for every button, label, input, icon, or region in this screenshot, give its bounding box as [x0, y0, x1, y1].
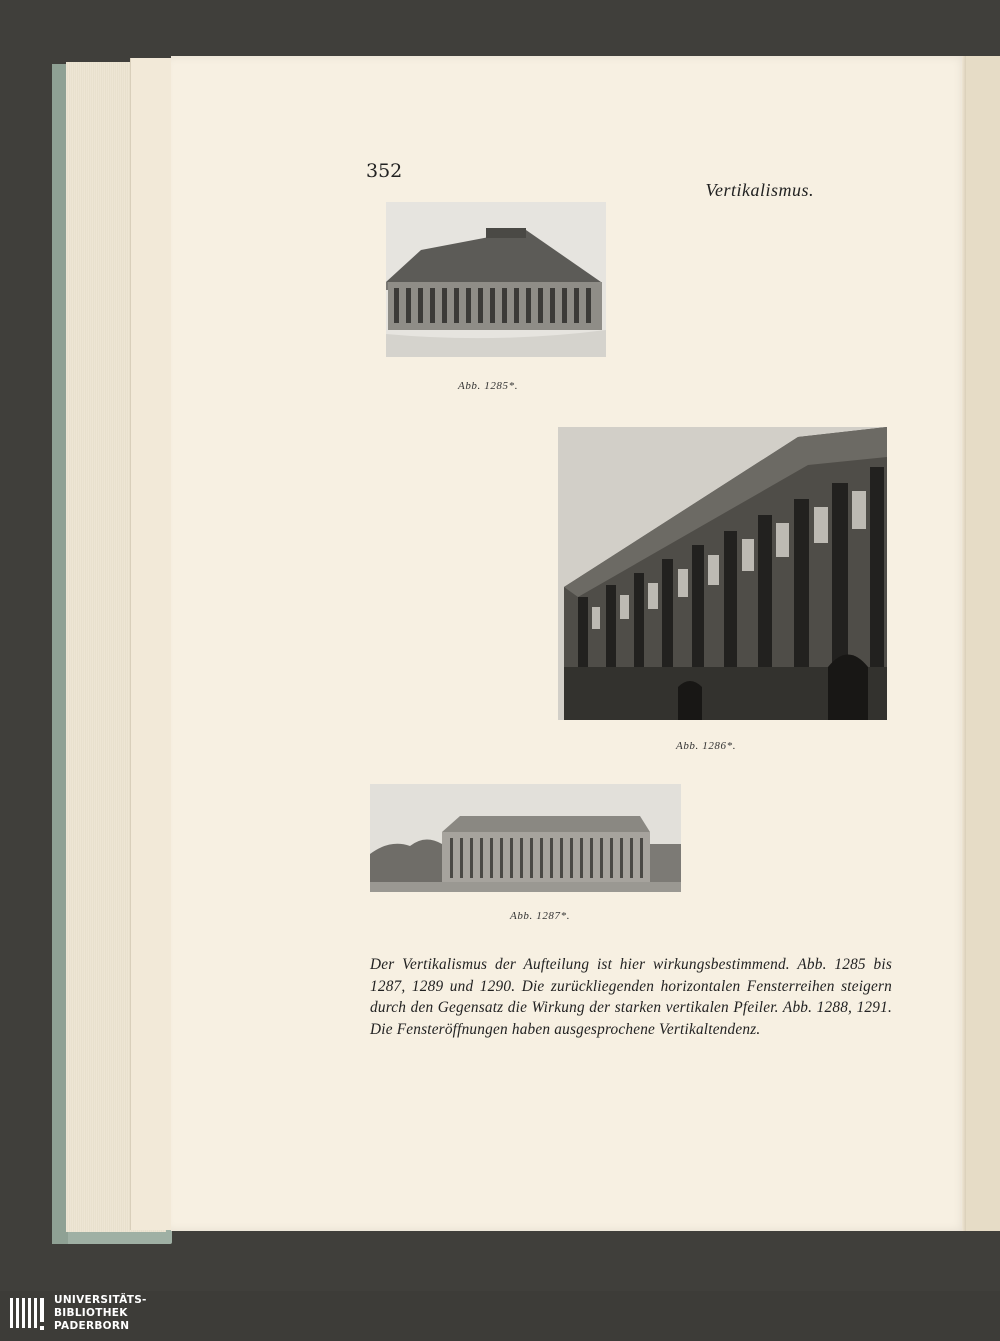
running-head: Vertikalismus. [705, 180, 814, 200]
logo-line-2: BIBLIOTHEK [54, 1307, 128, 1319]
figure-1285-caption: Abb. 1285*. [458, 380, 519, 392]
facing-page [966, 56, 1000, 1231]
library-logo-text [54, 1294, 147, 1333]
page-stack-inner [130, 58, 175, 1230]
figure-1287-caption: Abb. 1287*. [510, 910, 571, 922]
figure-1286-image [558, 427, 887, 720]
figure-1286-caption: Abb. 1286*. [676, 740, 737, 752]
figure-1285-image [386, 202, 606, 357]
page-number: 352 [366, 160, 403, 182]
logo-line-1: UNIVERSITÄTS- [54, 1294, 147, 1306]
footer-bar [0, 1291, 1000, 1341]
facade-illustration [558, 427, 887, 720]
library-logo-icon [10, 1294, 46, 1338]
building-illustration-2 [370, 784, 681, 892]
logo-line-3: PADERBORN [54, 1320, 130, 1332]
body-paragraph: Der Vertikalismus der Aufteilung ist hier wirkungsbestimmend. Abb. 1285 bis 1287, 1289 und 1290. Die zurückliegenden horizontalen Fensterreihen steigern durch den Gegensatz die Wirkung der starken vertikalen Pfeiler. Abb. 1288, 1291. Die Fensteröffnungen haben ausgesprochene Vertikaltendenz. [370, 956, 892, 1038]
building-illustration [386, 202, 606, 357]
figure-1287-image [370, 784, 681, 892]
